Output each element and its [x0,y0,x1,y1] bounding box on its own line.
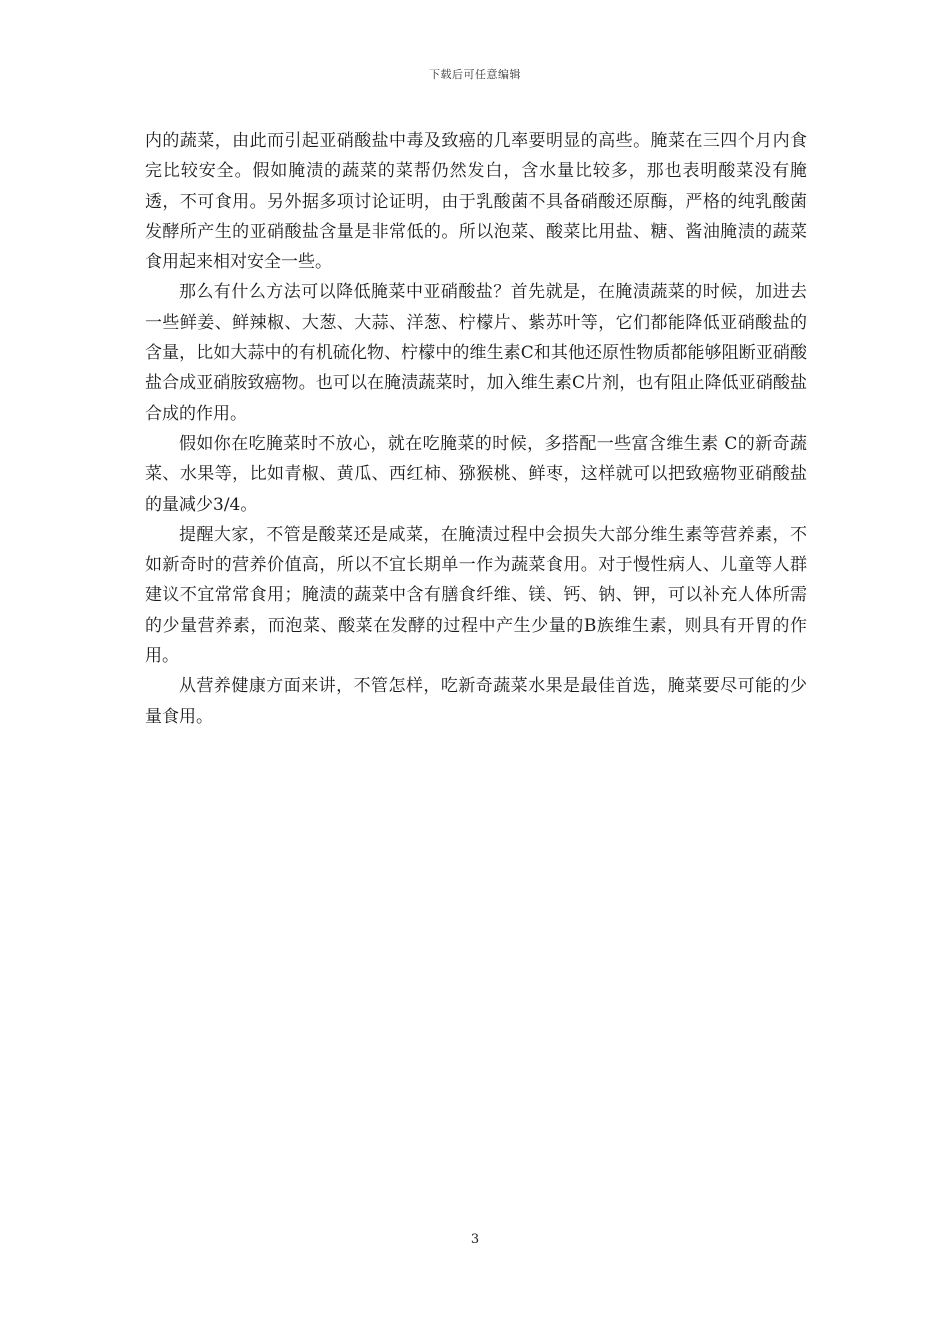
document-body [145,126,807,732]
page-header: 下载后可任意编辑 [429,68,521,81]
paragraph-4: 提醒大家，不管是酸菜还是咸菜，在腌渍过程中会损失大部分维生素等营养素，不如新奇时的营养价值高，所以不宜长期单一作为蔬菜食用。对于慢性病人、儿童等人群建议不宜常常食用；腌渍的蔬菜中含有膳食纤维、镁、钙、钠、钾，可以补充人体所需的少量营养素，而泡菜、酸菜在发酵的过程中产生少量的B族维生素，则具有开胃的作用。 [145,524,807,667]
paragraph-2: 那么有什么方法可以降低腌菜中亚硝酸盐？首先就是，在腌渍蔬菜的时候，加进去一些鲜姜、鲜辣椒、大葱、大蒜、洋葱、柠檬片、紫苏叶等，它们都能降低亚硝酸盐的含量，比如大蒜中的有机硫化物、柠檬中的维生素C和其他还原性物质都能够阻断亚硝酸盐合成亚硝胺致癌物。也可以在腌渍蔬菜时，加入维生素C片剂，也有阻止降低亚硝酸盐合成的作用。 [145,282,807,424]
paragraph-3: 假如你在吃腌菜时不放心，就在吃腌菜的时候，多搭配一些富含维生素 C的新奇蔬菜、水果等，比如青椒、黄瓜、西红柿、猕猴桃、鲜枣，这样就可以把致癌物亚硝酸盐的量减少3/4。 [145,433,807,515]
paragraph-5: 从营养健康方面来讲，不管怎样，吃新奇蔬菜水果是最佳首选，腌菜要尽可能的少量食用。 [145,676,807,727]
paragraph-1: 内的蔬菜，由此而引起亚硝酸盐中毒及致癌的几率要明显的高些。腌菜在三四个月内食完比较安全。假如腌渍的蔬菜的菜帮仍然发白，含水量比较多，那也表明酸菜没有腌透，不可食用。另外据多项讨论证明，由于乳酸菌不具备硝酸还原酶，严格的纯乳酸菌发酵所产生的亚硝酸盐含量是非常低的。所以泡菜、酸菜比用盐、糖、酱油腌渍的蔬菜食用起来相对安全一些。 [145,131,807,273]
page-number: 3 [470,1232,480,1247]
